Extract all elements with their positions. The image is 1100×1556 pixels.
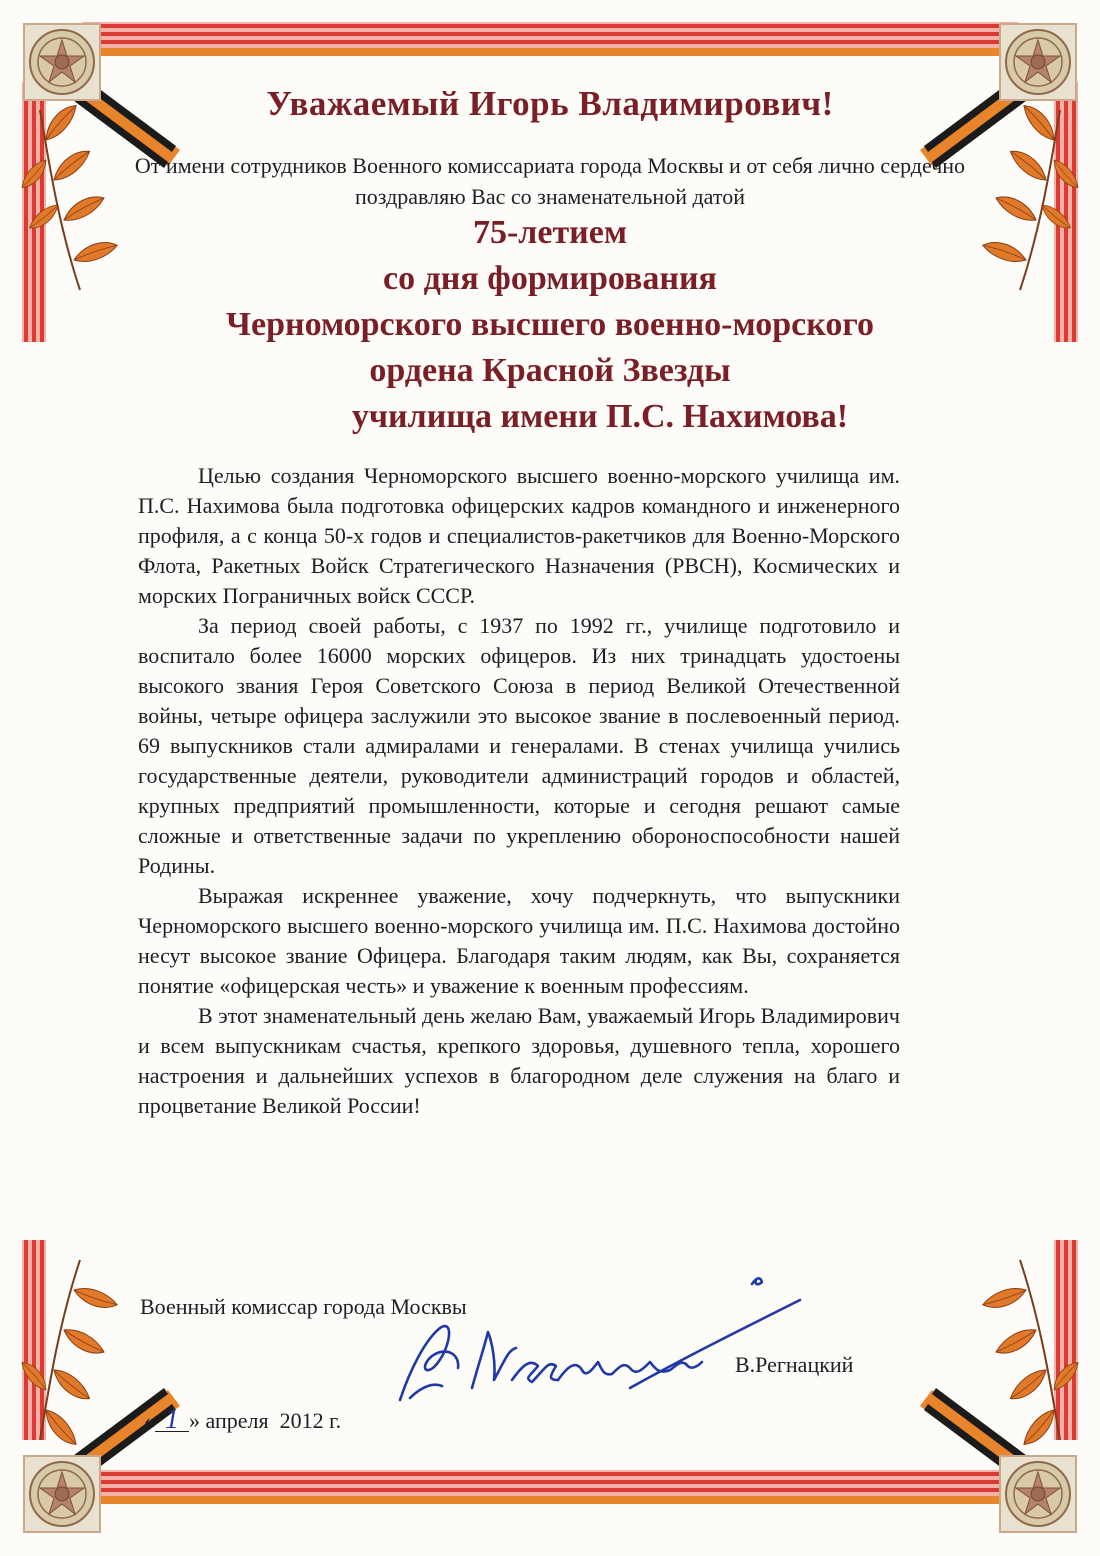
headline-line: Черноморского высшего военно-морского <box>226 306 874 343</box>
date-day: 1 <box>155 1409 189 1432</box>
date-month-year: апреля 2012 г. <box>200 1408 342 1433</box>
ribbon-left <box>22 82 46 1440</box>
letter-date <box>144 1404 342 1435</box>
headline-line: 75-летием <box>472 214 628 251</box>
headline-line: ордена Красной Звезды <box>369 352 731 389</box>
order-star-emblem-top-right <box>1000 24 1076 100</box>
order-star-emblem-bottom-right <box>1000 1456 1076 1532</box>
headline-line: училища имени П.С. Нахимова! <box>351 398 849 435</box>
date-quote-open: « <box>144 1408 155 1433</box>
handwritten-signature <box>380 1270 820 1420</box>
order-star-emblem-bottom-left <box>24 1456 100 1532</box>
body-paragraph: Целью создания Черноморского высшего военно-морского училища им. П.С. Нахимова была подготовка офицерских кадров командного и инженерного профиля, а с конца 50-х годов и специалистов-ракетчиков для Военно-Морского Флота, Ракетных Войск Стратегического Назначения (РВСН), Космических и морских Пограничных войск СССР. <box>138 463 900 608</box>
date-quote-close: » <box>189 1408 200 1433</box>
ribbon-top <box>82 22 1018 56</box>
ribbon-right <box>1054 82 1078 1440</box>
signer-name: В.Регнацкий <box>735 1352 854 1377</box>
body-paragraph: В этот знаменательный день желаю Вам, уважаемый Игорь Владимирович и всем выпускникам счастья, крепкого здоровья, душевного тепла, хорошего настроения и дальнейших успехов в благородном деле служения на благо и процветание Великой России! <box>138 1003 900 1118</box>
headline-line: со дня формирования <box>383 260 717 297</box>
ribbon-bottom <box>82 1470 1018 1504</box>
letter-title: Уважаемый Игорь Владимирович! <box>266 84 834 123</box>
signer-position: Военный комиссар города Москвы <box>140 1294 467 1319</box>
body-paragraph: Выражая искреннее уважение, хочу подчеркнуть, что выпускники Черноморского высшего военно-морского училища им. П.С. Нахимова достойно несут высокое звание Офицера. Благодаря таким людям, как Вы, сохраняется понятие «офицерская честь» и уважение к военным профессиям. <box>138 883 900 998</box>
body-paragraph: За период своей работы, с 1937 по 1992 гг., училище подготовило и воспитало более 16000 морских офицеров. Из них тринадцать удостоены высокого звания Героя Советского Союза в период Великой Отечественной войны, четыре офицера заслужили это высокое звание в послевоенный период. 69 выпускников стали адмиралами и генералами. В стенах училища учились государственные деятели, руководители администраций городов и областей, крупных предприятий промышленности, которые и сегодня решают самые сложные и ответственные задачи по укреплению обороноспособности нашей Родины. <box>138 613 900 878</box>
intro-text: От имени сотрудников Военного комиссариата города Москвы и от себя лично сердечно поздравляю Вас со знаменательной датой <box>134 153 966 209</box>
letter-body <box>138 461 900 1121</box>
order-star-emblem-top-left <box>24 24 100 100</box>
headline <box>100 210 1000 440</box>
